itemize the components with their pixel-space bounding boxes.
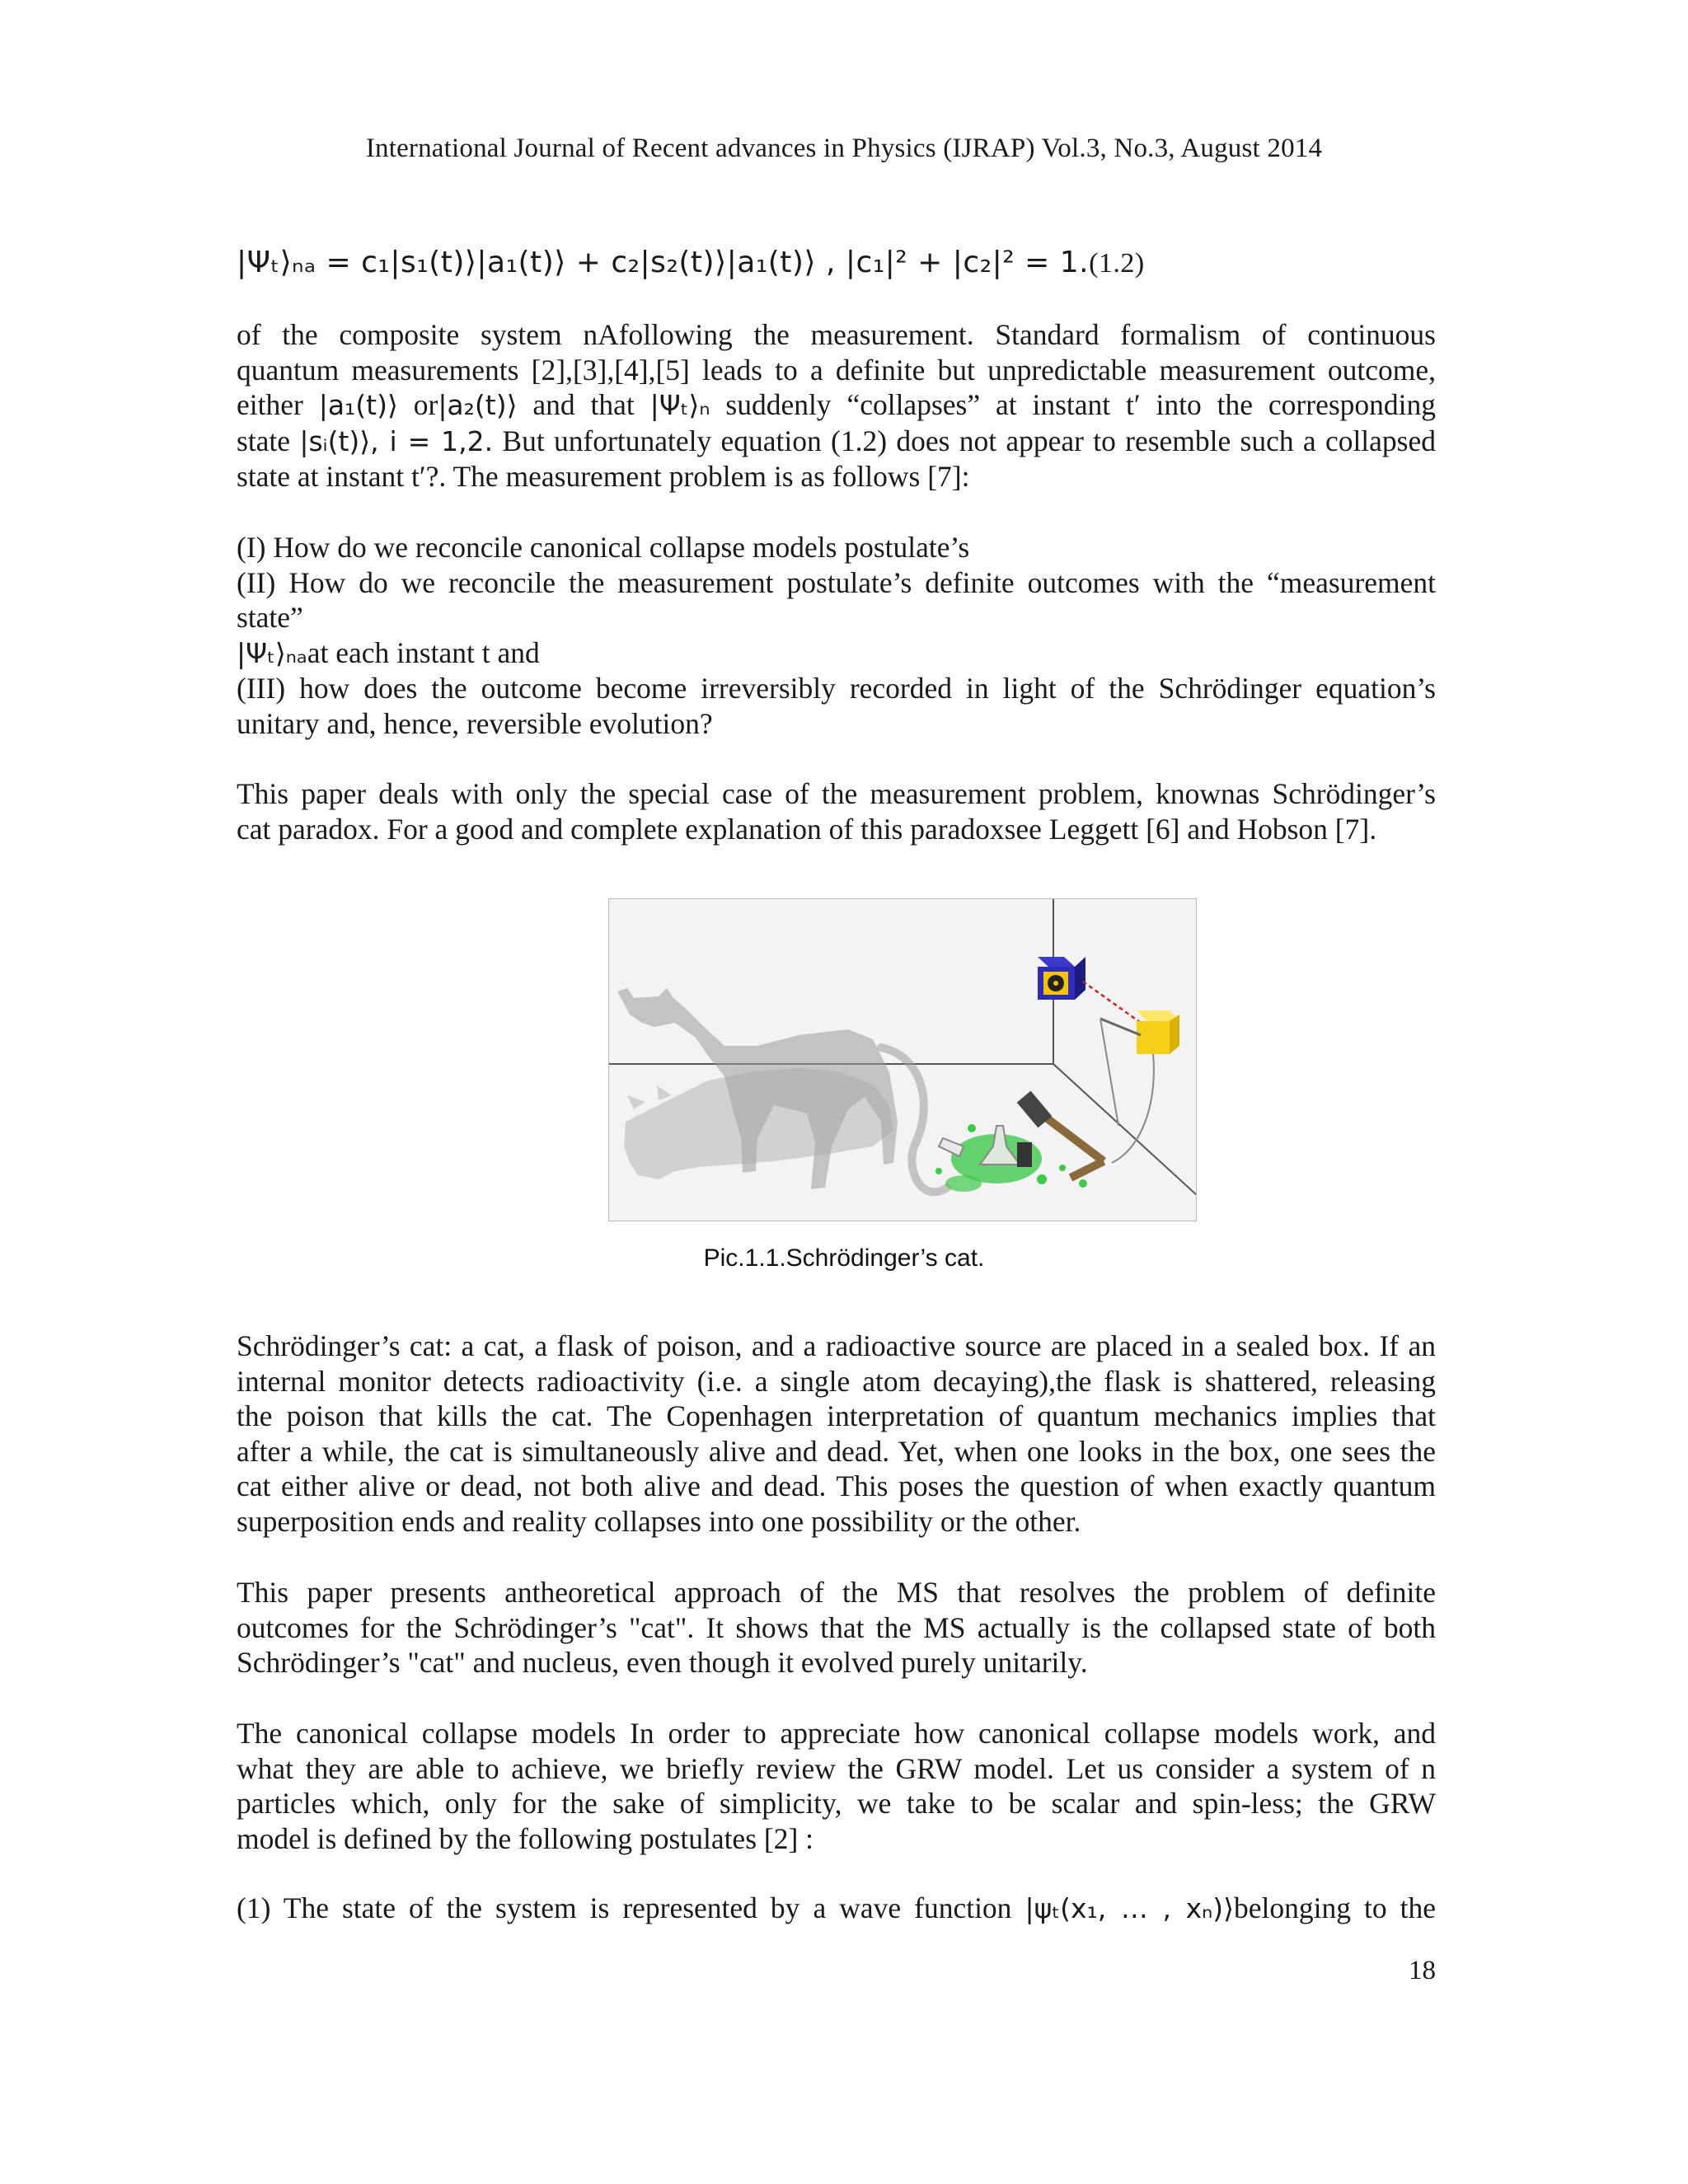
math-inline: |Ψₜ⟩ₙ xyxy=(649,389,710,421)
text-line: internal monitor detects radioactivity (i.e. a single atom decaying),the flask is shattered, releasing xyxy=(237,1364,1436,1398)
text-run: But unfortunately equation (1.2) does not appear to resemble such a collapsed xyxy=(502,424,1436,457)
geiger-counter-box xyxy=(1137,1010,1179,1054)
text-line: unitary and, hence, reversible evolution? xyxy=(237,706,713,740)
text-line: of the composite system nAfollowing the measurement. Standard formalism of continuous xyxy=(237,318,1436,351)
text-line: what they are able to achieve, we briefly review the GRW model. Let us consider a system of n xyxy=(237,1751,1436,1785)
paragraph-approach xyxy=(237,1575,1436,1680)
text-line: The canonical collapse models In order to appreciate how canonical collapse models work, and xyxy=(237,1717,1436,1750)
page-number: 18 xyxy=(1409,1956,1436,1985)
text-run: at each instant t and xyxy=(307,635,540,669)
paragraph-composite-system xyxy=(237,317,1436,494)
paragraph-cat-paradox xyxy=(237,776,1436,846)
text-run: (1) The state of the system is represented by a wave function xyxy=(237,1891,1012,1924)
text-run: suddenly “collapses” at instant t′ into the corresponding xyxy=(725,388,1437,421)
equation-number: (1.2) xyxy=(1089,248,1145,279)
list-item-ii: (II) How do we reconcile the measurement postulate’s definite outcomes with the “measurement xyxy=(237,565,1436,599)
equation-body: |Ψₜ⟩ₙₐ = c₁|s₁(t)⟩|a₁(t)⟩ + c₂|s₂(t)⟩|a₁(t)⟩ , |c₁|² + |c₂|² = 1. xyxy=(237,246,1090,279)
text-line: state at instant t′?. The measurement problem is as follows [7]: xyxy=(237,460,970,493)
text-line xyxy=(237,424,1436,460)
schrodinger-cat-figure xyxy=(608,898,1197,1221)
text-line: superposition ends and reality collapses into one possibility or the other. xyxy=(237,1504,1081,1538)
running-header: International Journal of Recent advances in Physics (IJRAP) Vol.3, No.3, August 2014 xyxy=(365,134,1323,163)
paragraph-grw-model xyxy=(237,1716,1436,1856)
figure-caption: Pic.1.1.Schrödinger’s cat. xyxy=(703,1244,985,1272)
text-line: Schrödinger’s cat: a cat, a flask of poison, and a radioactive source are placed in a sealed box. If an xyxy=(237,1329,1436,1362)
text-line: model is defined by the following postulates [2] : xyxy=(237,1821,814,1855)
list-item-iii: (III) how does the outcome become irreversibly recorded in light of the Schrödinger equation’s xyxy=(237,672,1436,705)
math-inline: |a₂(t)⟩ xyxy=(438,389,518,421)
math-inline: |Ψₜ⟩ₙₐ xyxy=(237,636,307,669)
text-line: outcomes for the Schrödinger’s "cat". It shows that the MS actually is the collapsed state of both xyxy=(237,1610,1436,1644)
math-inline: |sᵢ(t)⟩, i = 1,2. xyxy=(299,424,494,457)
text-line: the poison that kills the cat. The Copenhagen interpretation of quantum mechanics implies that xyxy=(237,1399,1436,1432)
text-run: and that xyxy=(532,388,635,421)
schrodinger-cat-illustration xyxy=(609,899,1197,1221)
text-run: belonging to the xyxy=(1234,1891,1436,1924)
text-line: This paper presents antheoretical approach of the MS that resolves the problem of definite xyxy=(237,1576,1436,1609)
list-item-i: (I) How do we reconcile canonical collapse models postulate’s xyxy=(237,531,970,564)
math-inline: |ψₜ(x₁, … , xₙ)⟩ xyxy=(1025,1892,1234,1924)
text-line: particles which, only for the sake of simplicity, we take to be scalar and spin-less; the GRW xyxy=(237,1787,1436,1820)
equation-1-2 xyxy=(237,246,1436,279)
text-line xyxy=(237,1891,1436,1927)
text-line: cat either alive or dead, not both alive and dead. This poses the question of when exactly quantum xyxy=(237,1469,1436,1502)
text-line: quantum measurements [2],[3],[4],[5] leads to a definite but unpredictable measurement outcome, xyxy=(237,353,1436,387)
math-inline: |a₁(t)⟩ xyxy=(318,389,398,421)
text-run: or xyxy=(413,388,438,421)
text-run: state xyxy=(237,424,291,457)
text-line: cat paradox. For a good and complete explanation of this paradoxsee Leggett [6] and Hobson [7]. xyxy=(237,812,1377,846)
text-line: Schrödinger’s "cat" and nucleus, even though it evolved purely unitarily. xyxy=(237,1646,1088,1679)
paragraph-cat-description xyxy=(237,1329,1436,1539)
text-line: state” xyxy=(237,601,303,634)
text-line xyxy=(237,387,1436,424)
text-line: This paper deals with only the special case of the measurement problem, knownas Schrödinger’s xyxy=(237,777,1436,810)
paragraph-postulate-1 xyxy=(237,1891,1436,1927)
text-line: after a while, the cat is simultaneously alive and dead. Yet, when one looks in the box, one sees the xyxy=(237,1434,1436,1468)
text-line xyxy=(237,635,1436,672)
paragraph-measurement-problem-list xyxy=(237,530,1436,741)
text-run: either xyxy=(237,388,303,421)
